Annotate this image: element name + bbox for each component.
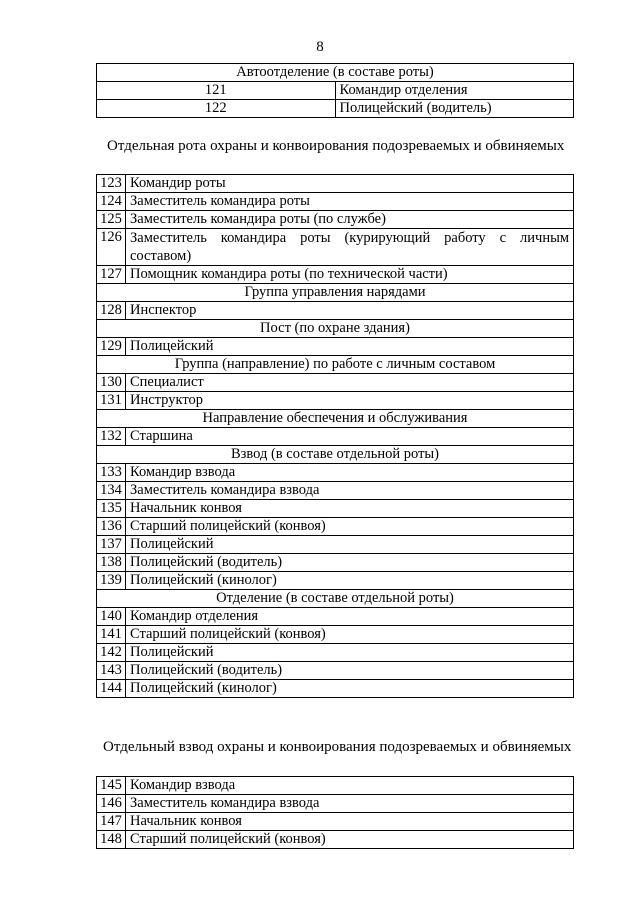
table-row	[97, 831, 574, 849]
section-caption-platoon: Отдельный взвод охраны и конвоирования подозреваемых и обвиняемых	[103, 739, 572, 755]
position-title: Начальник конвоя	[126, 500, 574, 518]
position-title: Старшина	[126, 428, 574, 446]
position-title: Полицейский (водитель)	[126, 662, 574, 680]
table-row	[97, 82, 574, 100]
staff-table-company	[96, 174, 574, 698]
table-row	[97, 554, 574, 572]
table-row	[97, 193, 574, 211]
row-number: 142	[97, 644, 126, 662]
row-number: 145	[97, 777, 126, 795]
position-title: Заместитель командира роты	[126, 193, 574, 211]
position-title: Полицейский	[126, 338, 574, 356]
position-title: Старший полицейский (конвоя)	[126, 626, 574, 644]
section-header-text: Направление обеспечения и обслуживания	[97, 410, 574, 428]
table-row	[97, 536, 574, 554]
position-title: Полицейский	[126, 536, 574, 554]
position-title: Полицейский (водитель)	[335, 100, 574, 118]
position-title: Начальник конвоя	[126, 813, 574, 831]
row-number: 130	[97, 374, 126, 392]
section-header-text: Автоотделение (в составе роты)	[97, 64, 574, 82]
row-number: 124	[97, 193, 126, 211]
position-title: Командир отделения	[126, 608, 574, 626]
staff-table-platoon	[96, 776, 574, 849]
position-title: Полицейский (кинолог)	[126, 572, 574, 590]
position-title: Помощник командира роты (по технической части)	[126, 266, 574, 284]
row-number: 147	[97, 813, 126, 831]
table-section-header	[97, 320, 574, 338]
position-title: Командир роты	[126, 175, 574, 193]
table-row	[97, 500, 574, 518]
table-row	[97, 100, 574, 118]
row-number: 132	[97, 428, 126, 446]
position-title: Командир отделения	[335, 82, 574, 100]
table-row	[97, 482, 574, 500]
section-header-text: Группа управления нарядами	[97, 284, 574, 302]
row-number: 141	[97, 626, 126, 644]
row-number: 123	[97, 175, 126, 193]
table-section-header	[97, 410, 574, 428]
row-number: 122	[97, 100, 336, 118]
table-row	[97, 211, 574, 229]
position-title: Заместитель командира роты (курирующий работу с личным составом)	[126, 229, 574, 266]
position-title: Полицейский (водитель)	[126, 554, 574, 572]
position-title: Полицейский	[126, 644, 574, 662]
position-title: Командир взвода	[126, 777, 574, 795]
row-number: 131	[97, 392, 126, 410]
row-number: 133	[97, 464, 126, 482]
table-row	[97, 644, 574, 662]
staff-table-autodivision	[96, 63, 574, 118]
position-title: Полицейский (кинолог)	[126, 680, 574, 698]
row-number: 137	[97, 536, 126, 554]
table-row	[97, 626, 574, 644]
row-number: 135	[97, 500, 126, 518]
row-number: 144	[97, 680, 126, 698]
row-number: 143	[97, 662, 126, 680]
section-header-text: Группа (направление) по работе с личным составом	[97, 356, 574, 374]
position-title: Заместитель командира взвода	[126, 795, 574, 813]
section-caption-company: Отдельная рота охраны и конвоирования подозреваемых и обвиняемых	[107, 138, 565, 154]
table-row	[97, 777, 574, 795]
table-row	[97, 662, 574, 680]
row-number: 136	[97, 518, 126, 536]
table-row	[97, 572, 574, 590]
row-number: 146	[97, 795, 126, 813]
row-number: 139	[97, 572, 126, 590]
table-row	[97, 813, 574, 831]
section-header-text: Отделение (в составе отдельной роты)	[97, 590, 574, 608]
section-header-text: Пост (по охране здания)	[97, 320, 574, 338]
row-number: 125	[97, 211, 126, 229]
row-number: 128	[97, 302, 126, 320]
table-row	[97, 266, 574, 284]
row-number: 138	[97, 554, 126, 572]
position-title: Заместитель командира взвода	[126, 482, 574, 500]
position-title: Старший полицейский (конвоя)	[126, 831, 574, 849]
table-row	[97, 428, 574, 446]
row-number: 127	[97, 266, 126, 284]
table-section-header	[97, 64, 574, 82]
table-row	[97, 680, 574, 698]
position-title: Инструктор	[126, 392, 574, 410]
table-row	[97, 795, 574, 813]
table-row	[97, 464, 574, 482]
section-header-text: Взвод (в составе отдельной роты)	[97, 446, 574, 464]
row-number: 129	[97, 338, 126, 356]
table-row	[97, 392, 574, 410]
row-number: 134	[97, 482, 126, 500]
table-row	[97, 518, 574, 536]
table-section-header	[97, 356, 574, 374]
position-title: Командир взвода	[126, 464, 574, 482]
table-section-header	[97, 590, 574, 608]
table-section-header	[97, 446, 574, 464]
row-number: 121	[97, 82, 336, 100]
table-row	[97, 302, 574, 320]
table-row	[97, 229, 574, 266]
table-row	[97, 175, 574, 193]
table-row	[97, 374, 574, 392]
page-number: 8	[316, 39, 324, 55]
row-number: 148	[97, 831, 126, 849]
table-row	[97, 338, 574, 356]
position-title: Инспектор	[126, 302, 574, 320]
position-title: Заместитель командира роты (по службе)	[126, 211, 574, 229]
position-title: Специалист	[126, 374, 574, 392]
position-title: Старший полицейский (конвоя)	[126, 518, 574, 536]
row-number: 126	[97, 229, 126, 266]
table-section-header	[97, 284, 574, 302]
table-row	[97, 608, 574, 626]
row-number: 140	[97, 608, 126, 626]
